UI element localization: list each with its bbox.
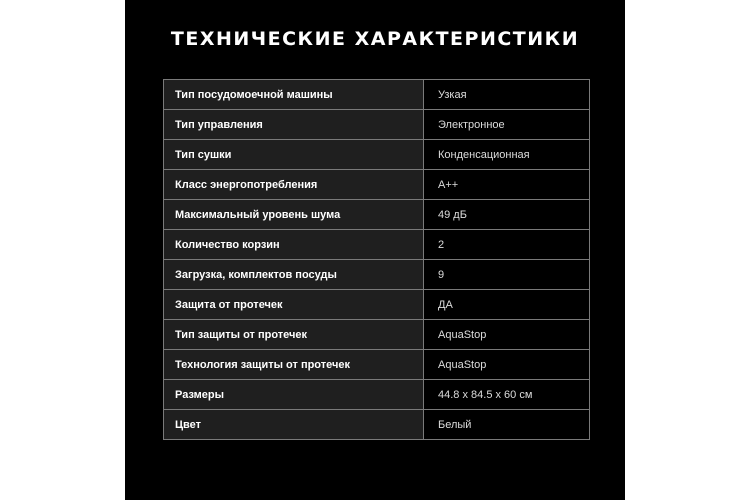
spec-name: Технология защиты от протечек [164, 350, 424, 379]
spec-name: Загрузка, комплектов посуды [164, 260, 424, 289]
spec-row [164, 320, 589, 350]
spec-name: Тип посудомоечной машины [164, 80, 424, 109]
spec-value: ДА [424, 290, 589, 319]
spec-row [164, 140, 589, 170]
spec-value: 49 дБ [424, 200, 589, 229]
spec-row [164, 230, 589, 260]
spec-panel [125, 0, 625, 500]
spec-name: Класс энергопотребления [164, 170, 424, 199]
page-title: ТЕХНИЧЕСКИЕ ХАРАКТЕРИСТИКИ [170, 28, 580, 50]
spec-row [164, 260, 589, 290]
spec-value: Конденсационная [424, 140, 589, 169]
spec-row [164, 170, 589, 200]
spec-name: Защита от протечек [164, 290, 424, 319]
spec-value: 2 [424, 230, 589, 259]
spec-name: Количество корзин [164, 230, 424, 259]
spec-value: Электронное [424, 110, 589, 139]
spec-name: Тип сушки [164, 140, 424, 169]
spec-value: A++ [424, 170, 589, 199]
spec-table [163, 79, 590, 440]
spec-name: Максимальный уровень шума [164, 200, 424, 229]
spec-value: 44.8 x 84.5 x 60 см [424, 380, 589, 409]
spec-value: AquaStop [424, 350, 589, 379]
spec-value: AquaStop [424, 320, 589, 349]
spec-row [164, 200, 589, 230]
spec-name: Тип управления [164, 110, 424, 139]
spec-name: Цвет [164, 410, 424, 439]
spec-row [164, 290, 589, 320]
spec-row [164, 80, 589, 110]
spec-name: Размеры [164, 380, 424, 409]
spec-name: Тип защиты от протечек [164, 320, 424, 349]
spec-row [164, 410, 589, 439]
spec-row [164, 380, 589, 410]
spec-value: 9 [424, 260, 589, 289]
spec-value: Узкая [424, 80, 589, 109]
spec-value: Белый [424, 410, 589, 439]
spec-row [164, 350, 589, 380]
spec-row [164, 110, 589, 140]
